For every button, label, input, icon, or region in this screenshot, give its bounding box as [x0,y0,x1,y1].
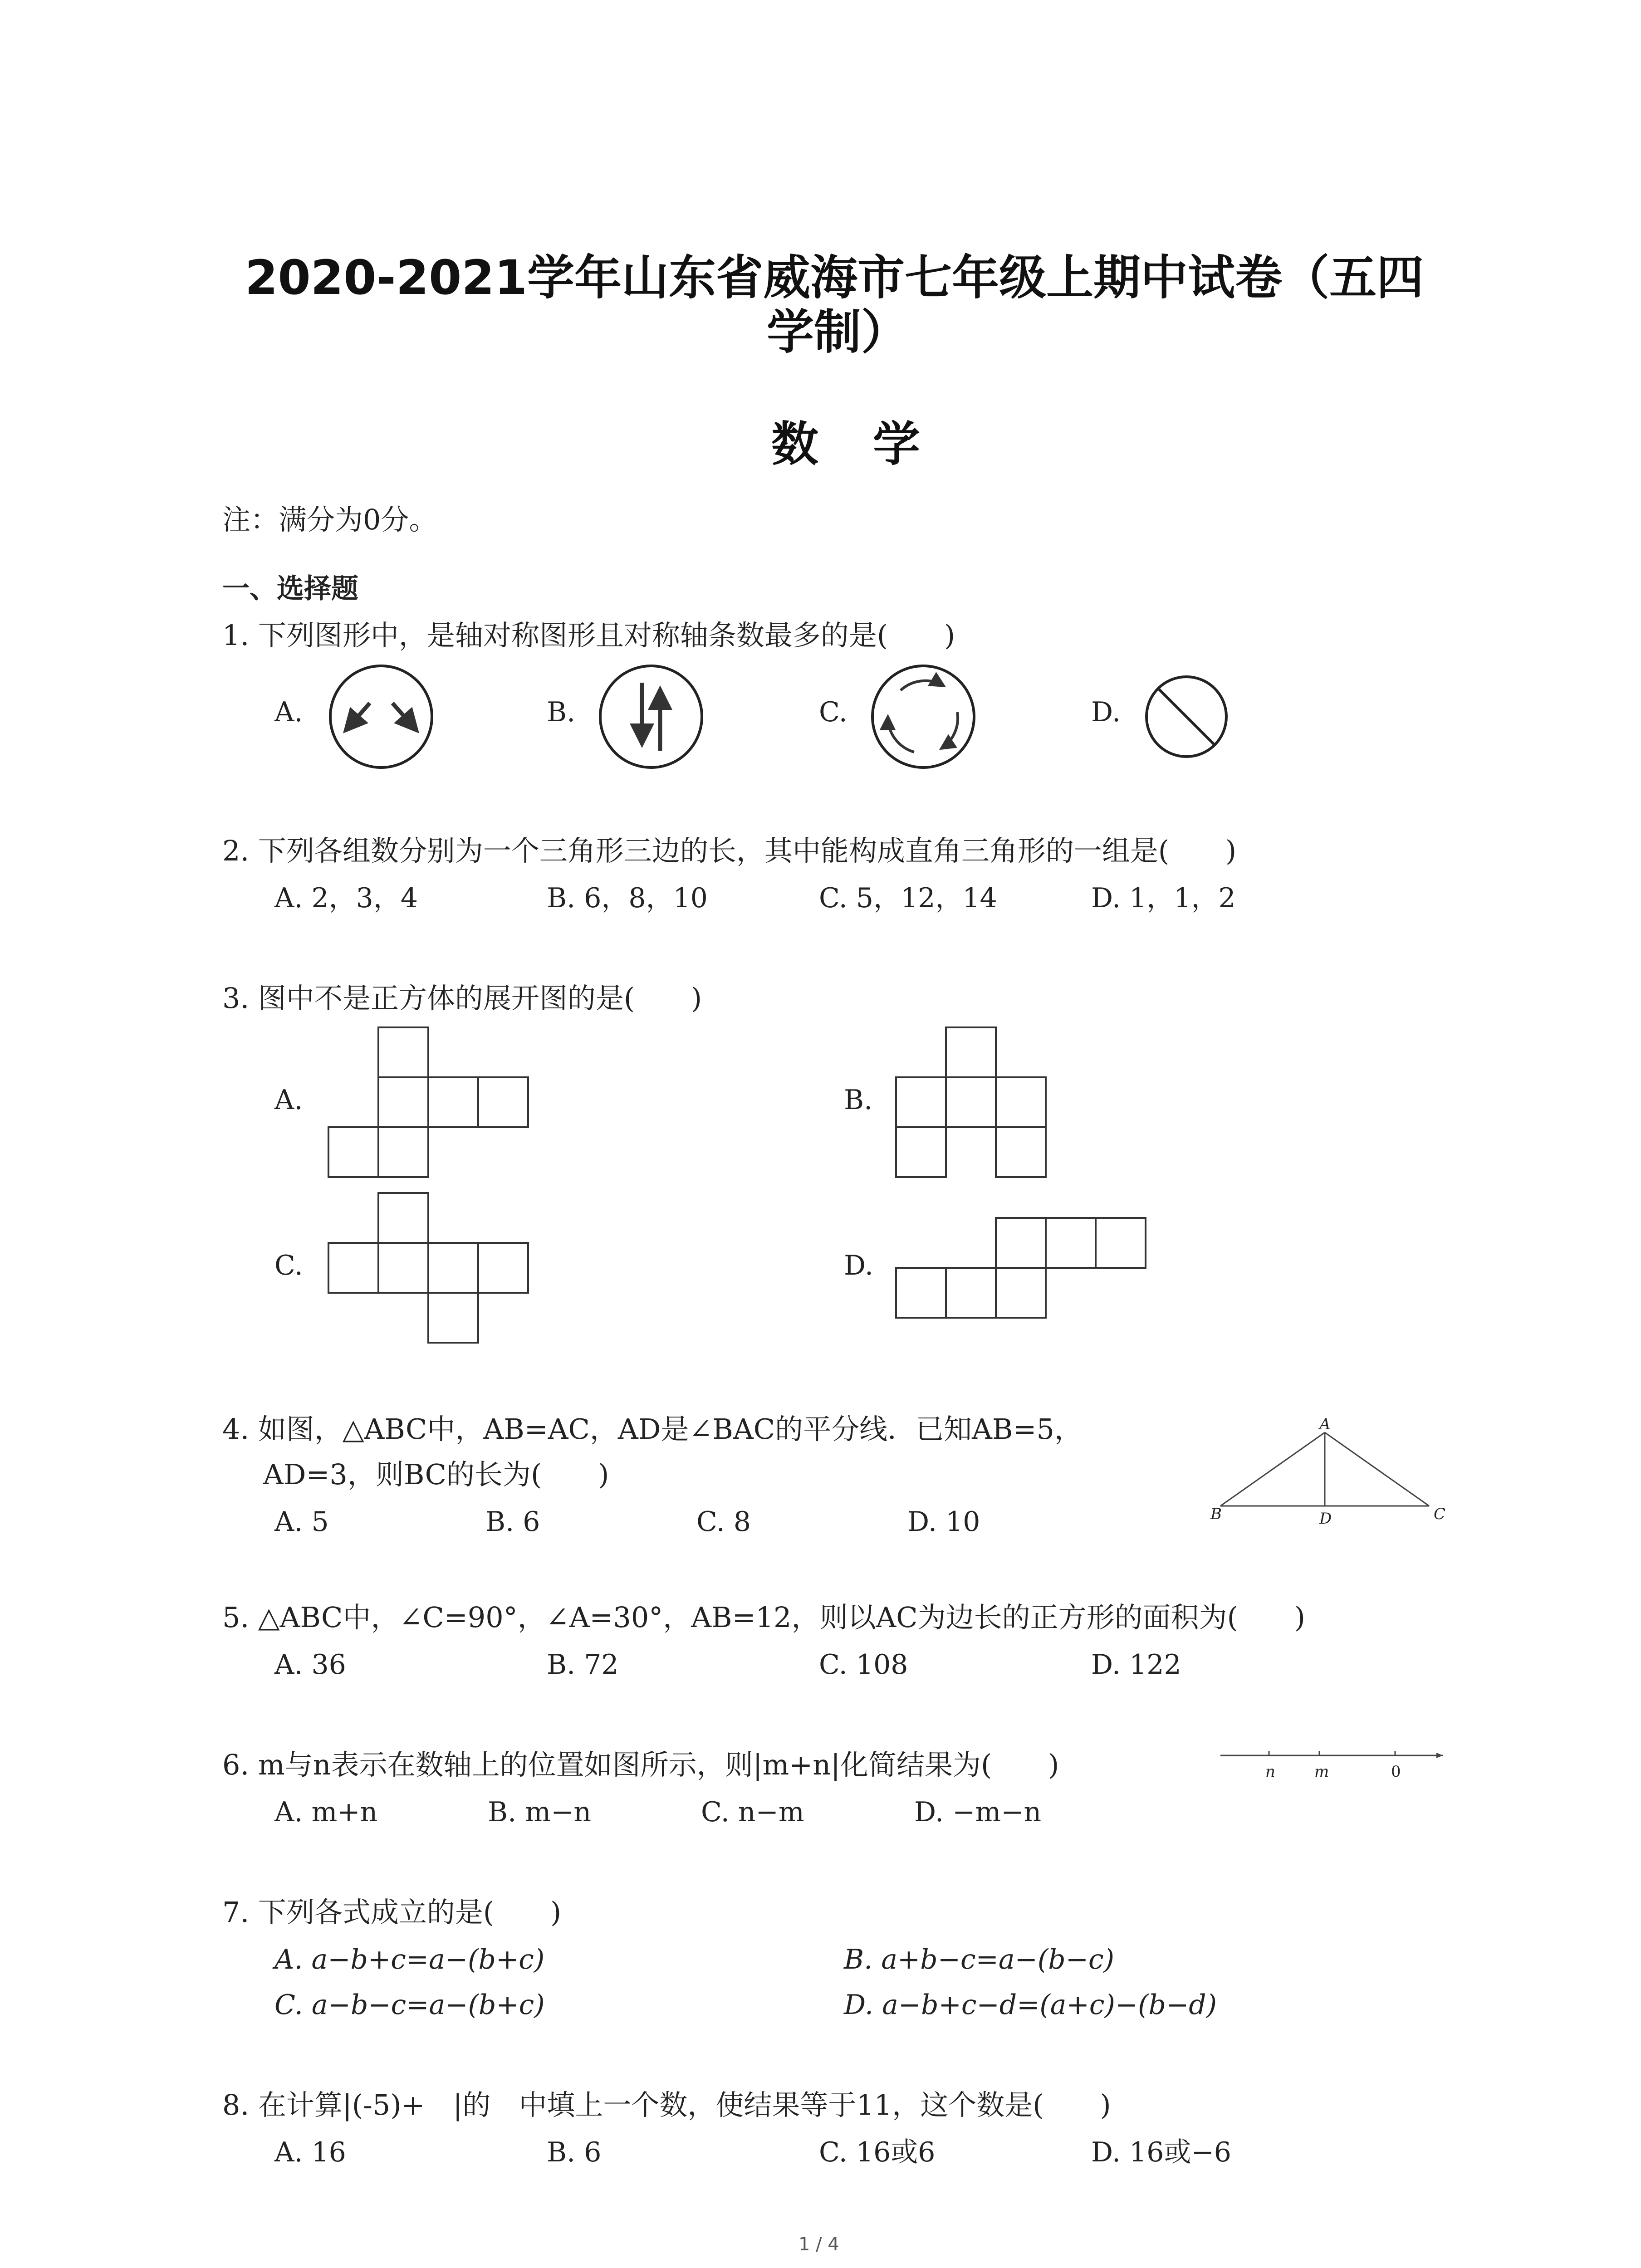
question-6-stem: 6. m与n表示在数轴上的位置如图所示，则|m+n|化简结果为( ) [222,1748,1059,1781]
q4-option-d: D. 10 [907,1506,980,1538]
cube-net-option-b [896,1027,1046,1177]
axis-label-n: n [1265,1763,1275,1781]
q6-option-c: C. n−m [701,1796,804,1828]
q3-option-b-label: B. [844,1084,873,1116]
q6-option-b: B. m−n [488,1796,592,1828]
question-8-stem: 8. 在计算|(-5)+ |的 中填上一个数，使结果等于11，这个数是( ) [222,2088,1111,2121]
q7-option-b: B. a+b−c=a−(b−c) [844,1944,1114,1975]
q1-option-a-label: A. [274,696,303,728]
subject-title: 数学 [771,416,975,472]
question-7-stem: 7. 下列各式成立的是( ) [222,1896,562,1929]
q3-option-a-label: A. [274,1084,303,1116]
q8-option-c: C. 16或6 [819,2136,936,2168]
question-4-stem-line1: 4. 如图，△ABC中，AB=AC，AD是∠BAC的平分线．已知AB=5， [222,1413,1083,1446]
vertex-label-a: A [1319,1415,1331,1433]
q7-option-d: D. a−b+c−d=(a+c)−(b−d) [844,1989,1217,2021]
q4-option-a: A. 5 [274,1506,329,1538]
section-heading-choice: 一、选择题 [222,573,358,605]
q8-option-d: D. 16或−6 [1091,2136,1231,2168]
cube-net-option-c [328,1193,528,1343]
vertex-label-d: D [1319,1510,1332,1528]
q2-option-b: B. 6，8，10 [547,882,708,914]
q7-option-c: C. a−b−c=a−(b+c) [274,1989,545,2021]
q5-option-b: B. 72 [547,1649,619,1681]
q5-option-d: D. 122 [1091,1649,1181,1681]
q5-option-a: A. 36 [274,1649,346,1681]
axis-label-m: m [1314,1763,1329,1781]
vertex-label-b: B [1210,1505,1222,1523]
q3-option-d-label: D. [844,1250,874,1281]
q4-option-b: B. 6 [485,1506,540,1538]
q7-option-a: A. a−b+c=a−(b+c) [274,1944,545,1975]
q8-option-b: B. 6 [547,2136,602,2168]
question-1-stem: 1. 下列图形中，是轴对称图形且对称轴条数最多的是( ) [222,619,955,652]
question-5-stem: 5. △ABC中，∠C=90°，∠A=30°，AB=12，则以AC为边长的正方形的面积为( ) [222,1601,1306,1634]
q1-option-d-label: D. [1091,696,1121,728]
q2-option-a: A. 2，3，4 [274,882,418,914]
vertex-label-c: C [1434,1505,1446,1523]
cube-net-option-d [896,1218,1146,1318]
q1-option-b-label: B. [547,696,576,728]
axis-label-zero: 0 [1391,1763,1401,1781]
q6-option-a: A. m+n [274,1796,378,1828]
cube-net-option-a [328,1027,528,1177]
page-number: 1 / 4 [798,2234,839,2255]
score-note: 注：满分为0分。 [222,503,437,536]
q3-option-c-label: C. [274,1250,303,1281]
question-4-stem-line2: AD=3，则BC的长为( ) [263,1458,609,1491]
q5-option-c: C. 108 [819,1649,908,1681]
q4-option-c: C. 8 [696,1506,751,1538]
exam-title-line1: 2020-2021学年山东省威海市七年级上期中试卷（五四 [245,250,1424,305]
question-3-stem: 3. 图中不是正方体的展开图的是( ) [222,982,702,1015]
exam-title-line2: 学制） [767,304,909,360]
q2-option-d: D. 1，1，2 [1091,882,1236,914]
number-line-figure [1216,1742,1452,1769]
q2-option-c: C. 5，12，14 [819,882,997,914]
q8-option-a: A. 16 [274,2136,346,2168]
q1-option-c-label: C. [819,696,847,728]
q6-option-d: D. −m−n [914,1796,1042,1828]
question-2-stem: 2. 下列各组数分别为一个三角形三边的长，其中能构成直角三角形的一组是( ) [222,834,1237,867]
